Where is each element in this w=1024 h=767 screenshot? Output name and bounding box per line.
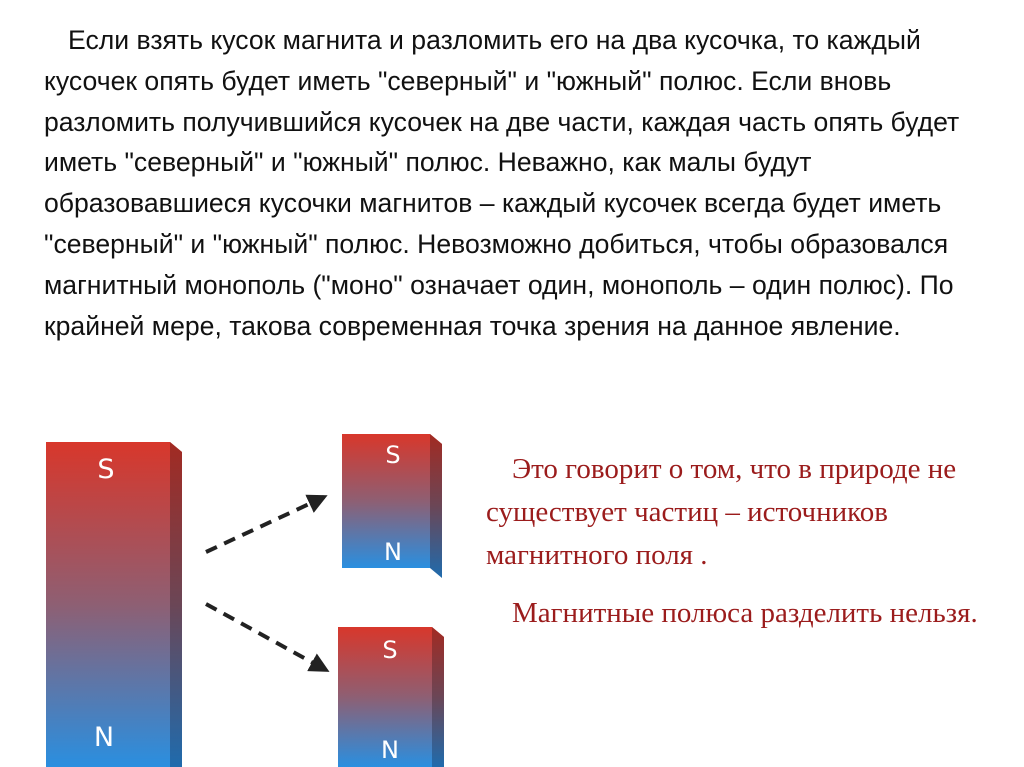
- arrow-to-top-magnet: [206, 497, 324, 552]
- large-magnet-north-label: N: [93, 722, 115, 753]
- small-top-north-label: N: [384, 538, 402, 566]
- large-magnet-south-label: S: [97, 454, 115, 485]
- large-magnet: [46, 442, 182, 767]
- conclusion-2-text: Магнитные полюса разделить нельзя.: [512, 597, 978, 629]
- small-bottom-north-label: N: [381, 736, 399, 764]
- conclusion-1-text: Это говорит о том, что в природе не существует частиц – источников магнитного поля .: [486, 453, 957, 571]
- small-bottom-south-label: S: [382, 636, 398, 664]
- conclusion-poles-inseparable: [486, 592, 1016, 635]
- small-top-south-label: S: [385, 441, 401, 469]
- main-paragraph-text: Если взять кусок магнита и разломить его на два кусочка, то каждый кусочек опять будет иметь "северный" и "южный" полюс. Если вновь разломить получившийся кусочек на две части, каждая часть опять будет иметь "северный" и "южный" полюс. Неважно, как малы будут образовавшиеся кусочки магнитов – каждый кусочек всегда будет иметь "северный" и "южный" полюс. Невозможно добиться, чтобы образовался магнитный монополь ("моно" означает один, монополь – один полюс). По крайней мере, такова современная точка зрения на данное явление.: [44, 25, 960, 341]
- arrow-to-bottom-magnet: [206, 604, 326, 670]
- small-magnet-top: [342, 434, 442, 578]
- conclusion-no-monopole: [486, 448, 1016, 577]
- small-magnet-bottom: [338, 627, 444, 767]
